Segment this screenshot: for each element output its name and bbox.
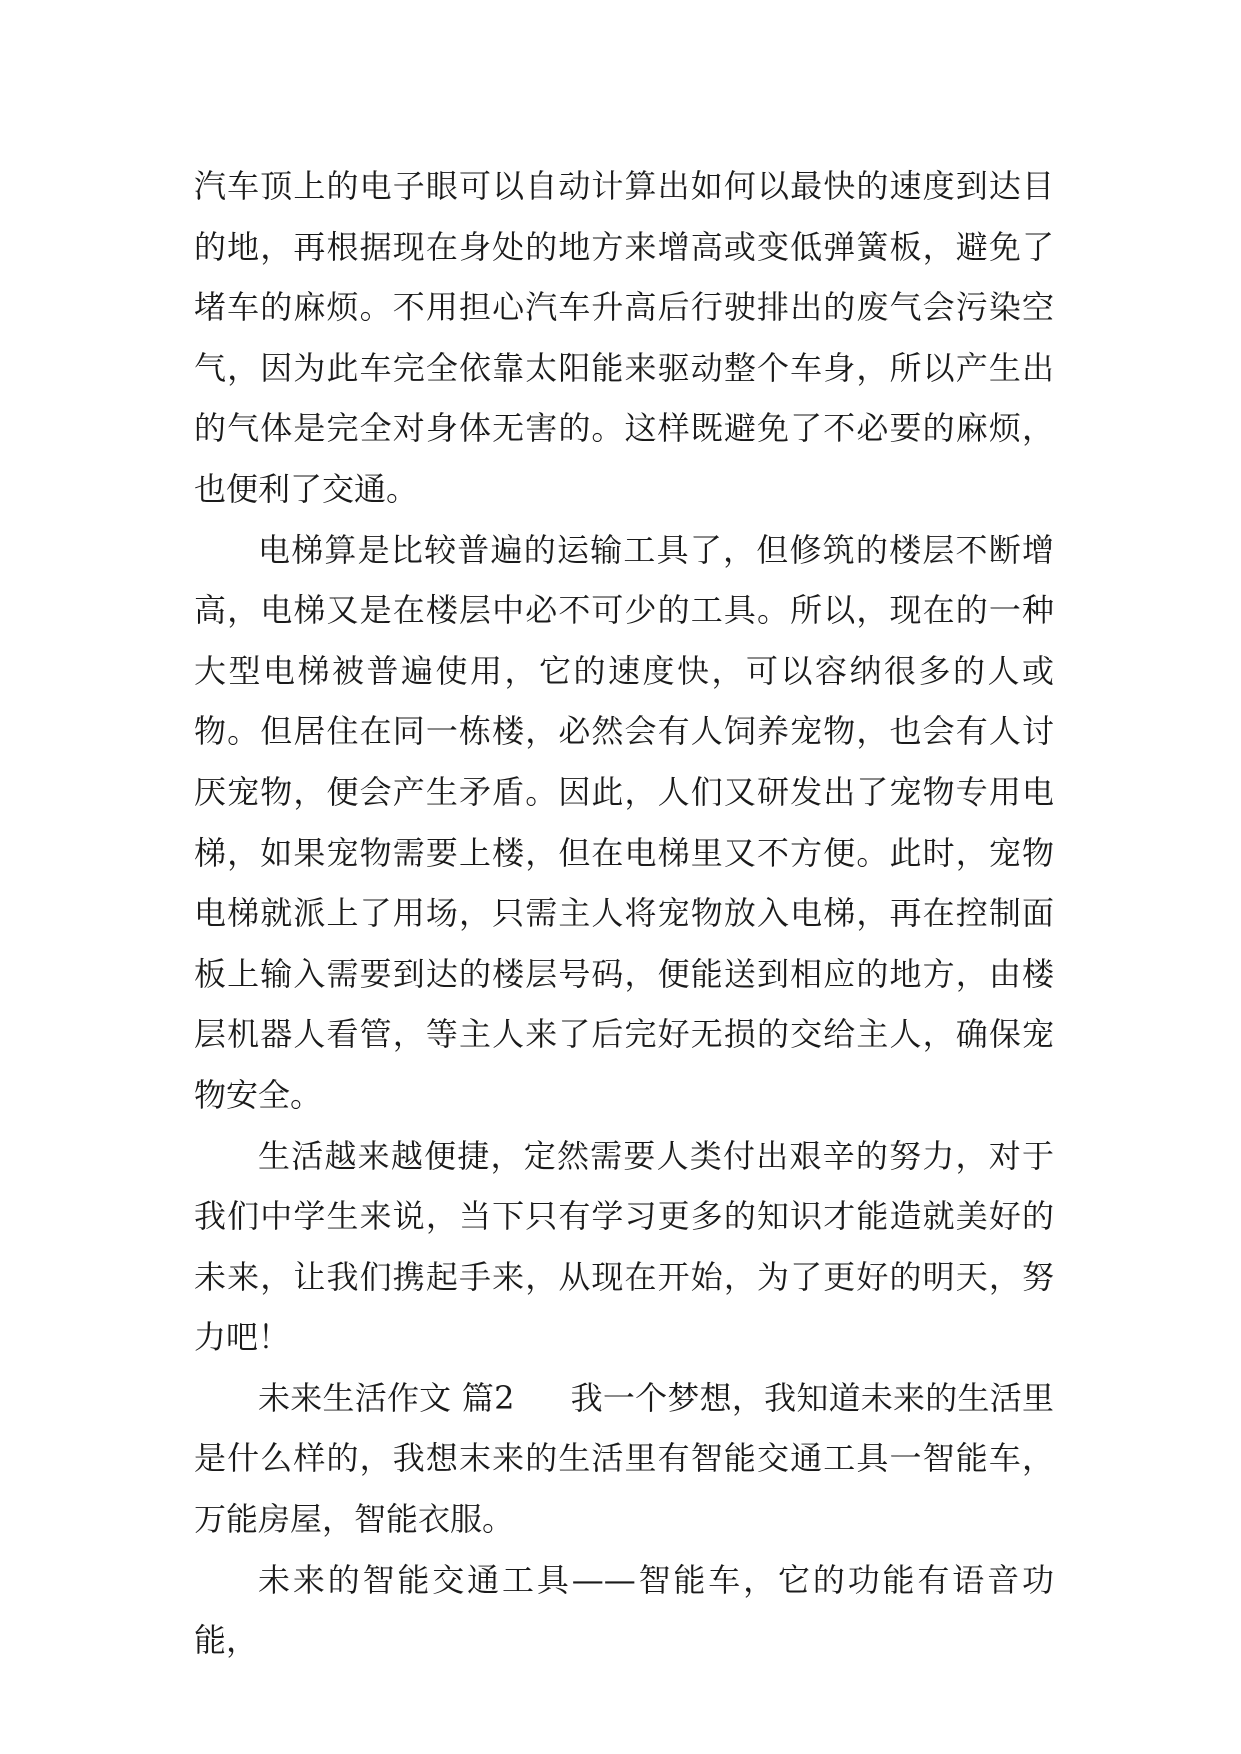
document-body [194, 156, 1054, 1671]
paragraph-section-2 [194, 1368, 1054, 1550]
section-heading: 未来生活作文 篇2 [258, 1378, 515, 1417]
section-paragraph-text: 我一个梦想，我知道未来的生活里是什么样的，我想末来的生活里有智能交通工具一智能车，万能房屋，智能衣服。 [194, 1378, 1054, 1539]
paragraph-smart-car: 未来的智能交通工具——智能车，它的功能有语音功能， [194, 1560, 1054, 1660]
paragraph-car-eye: 汽车顶上的电子眼可以自动计算出如何以最快的速度到达目的地，再根据现在身处的地方来增高或变低弹簧板，避免了堵车的麻烦。不用担心汽车升高后行驶排出的废气会污染空气，因为此车完全依靠太阳能来驱动整个车身，所以产生出的气体是完全对身体无害的。这样既避免了不必要的麻烦，也便利了交通。 [194, 167, 1054, 508]
paragraph-conclusion: 生活越来越便捷，定然需要人类付出艰辛的努力，对于我们中学生来说，当下只有学习更多的知识才能造就美好的未来，让我们携起手来，从现在开始，为了更好的明天，努力吧！ [194, 1136, 1054, 1357]
paragraph-elevator: 电梯算是比较普遍的运输工具了，但修筑的楼层不断增高，电梯又是在楼层中必不可少的工具。所以，现在的一种大型电梯被普遍使用，它的速度快，可以容纳很多的人或物。但居住在同一栋楼，必然会有人饲养宠物，也会有人讨厌宠物，便会产生矛盾。因此，人们又研发出了宠物专用电梯，如果宠物需要上楼，但在电梯里又不方便。此时，宠物电梯就派上了用场，只需主人将宠物放入电梯，再在控制面板上输入需要到达的楼层号码，便能送到相应的地方，由楼层机器人看管，等主人来了后完好无损的交给主人，确保宠物安全。 [194, 530, 1054, 1114]
